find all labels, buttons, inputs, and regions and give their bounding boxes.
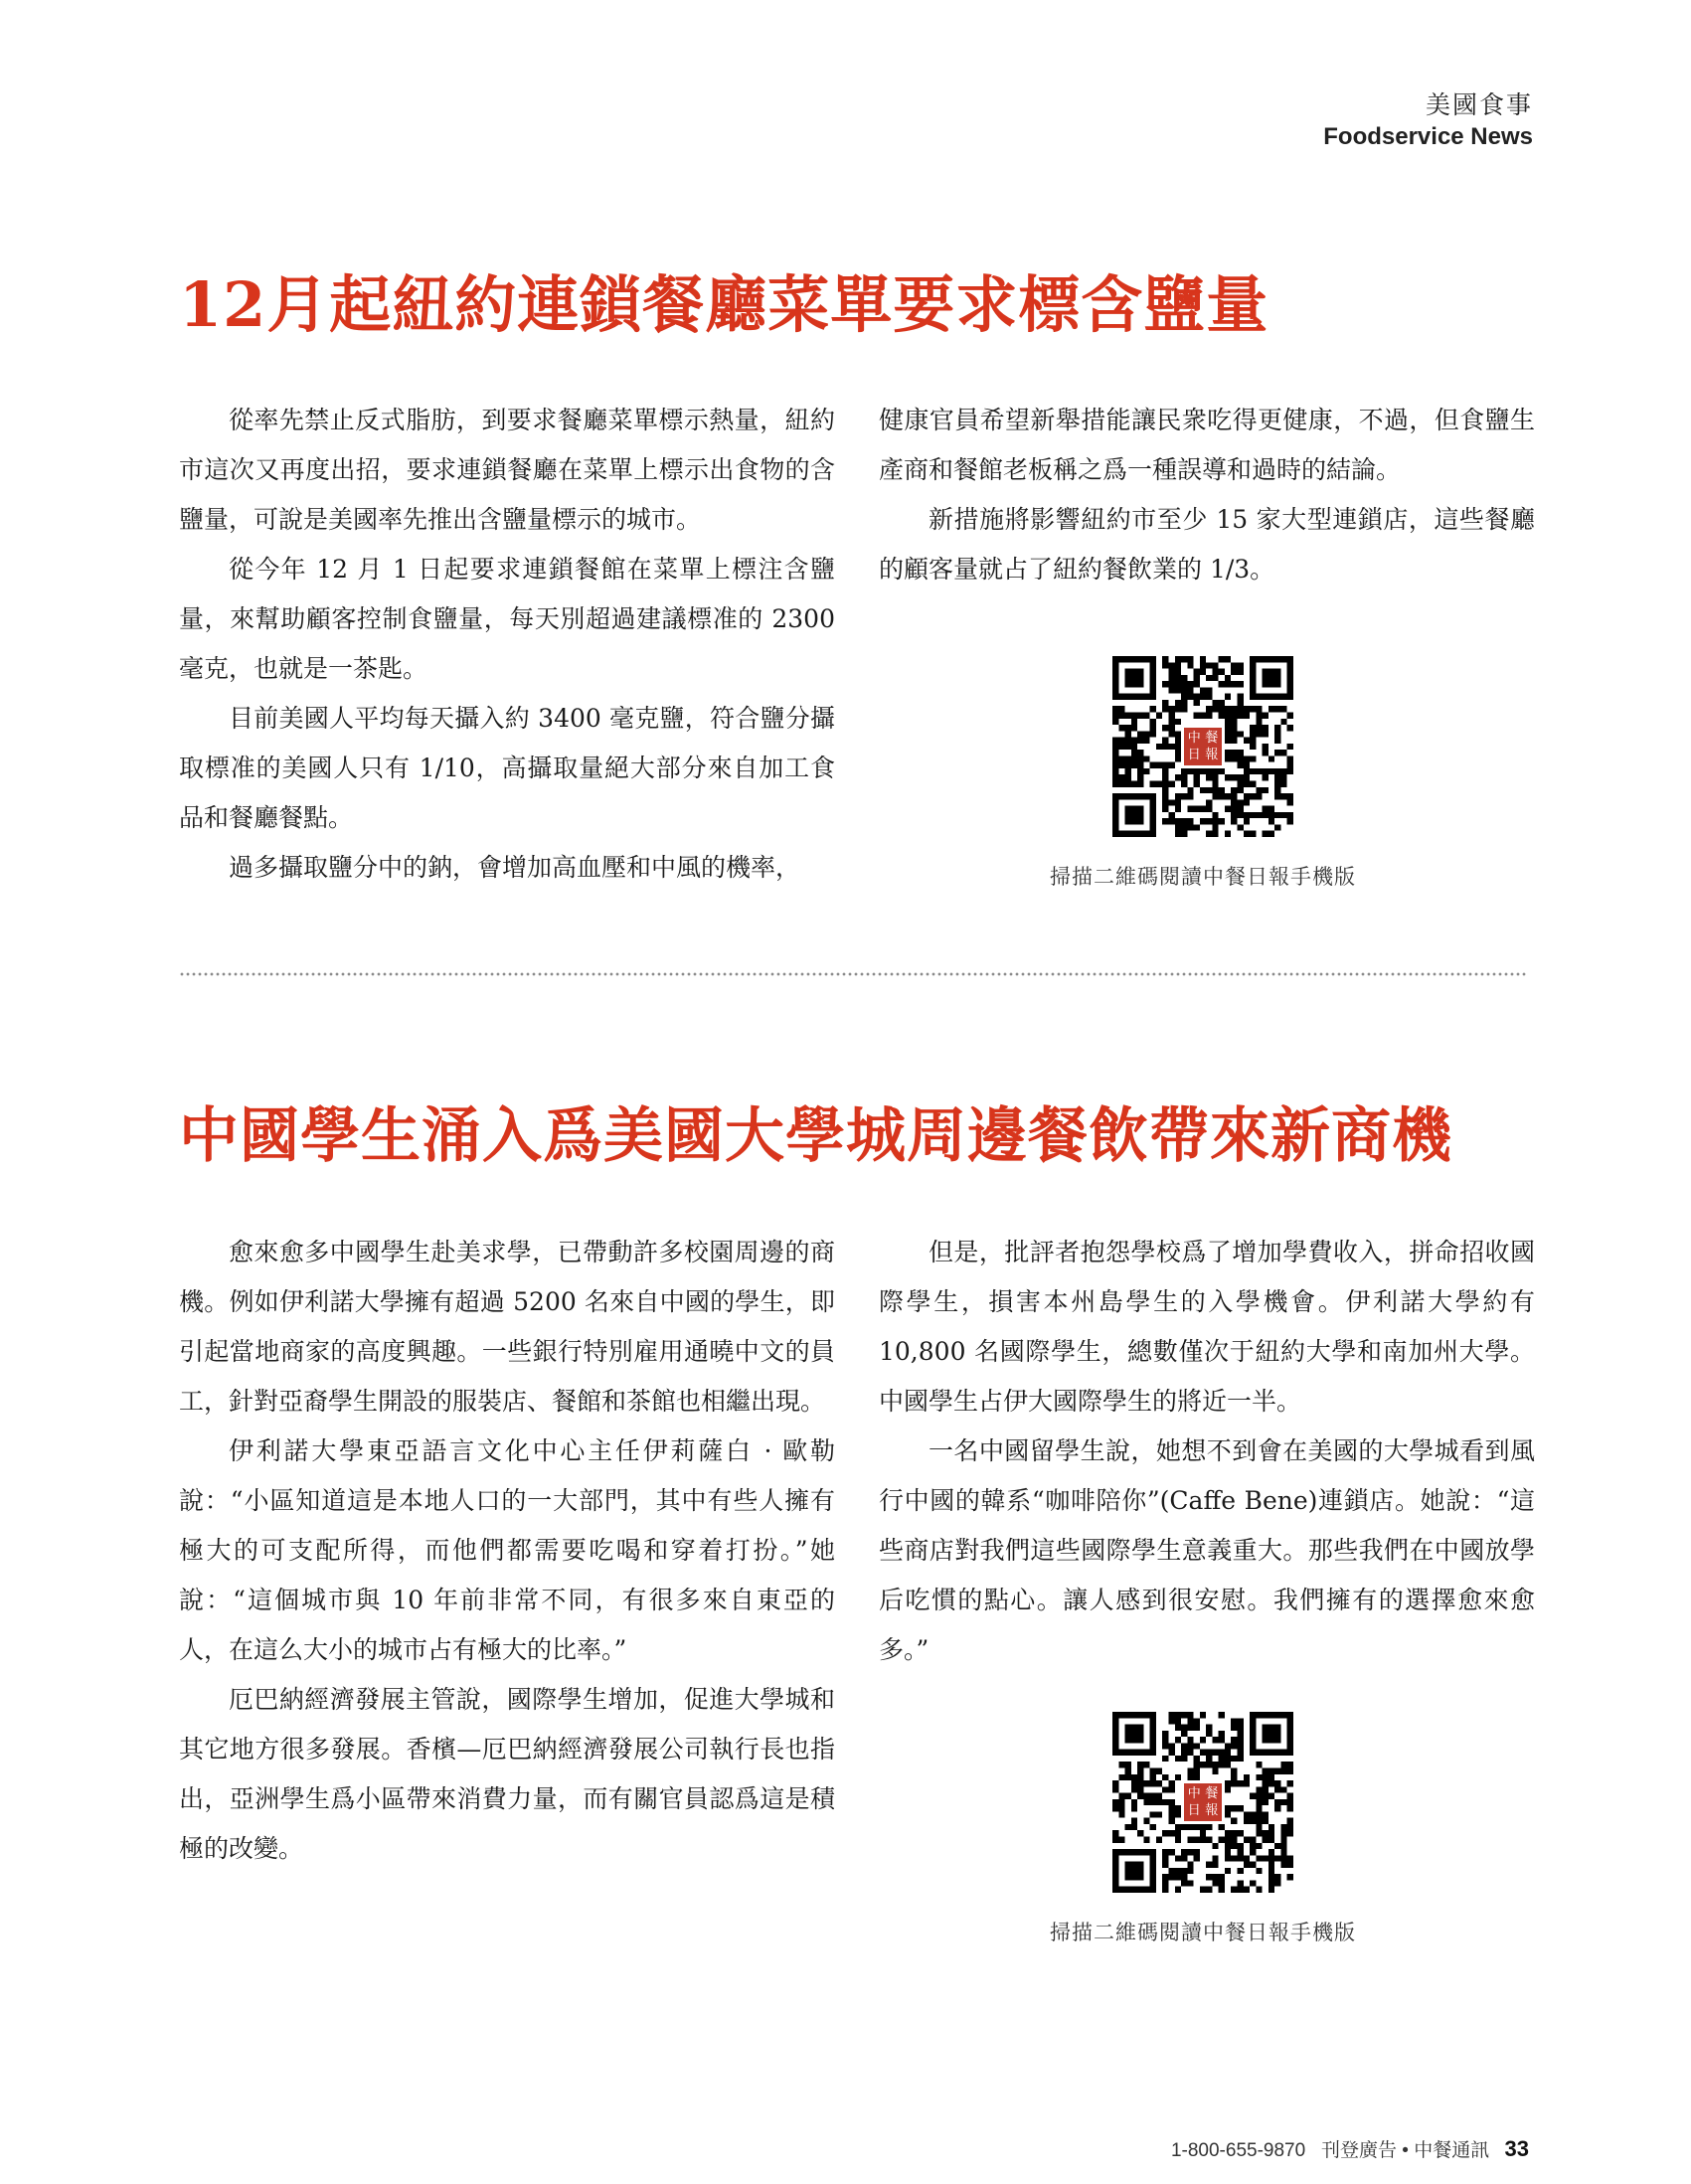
qr-caption: 掃描二維碼閱讀中餐日報手機版 bbox=[1050, 1921, 1356, 1944]
article1-column-right bbox=[879, 396, 1535, 594]
article1-paragraph: 從率先禁止反式脂肪，到要求餐廳菜單標示熱量，紐約市這次又再度出招，要求連鎖餐廳在菜單上標示出食物的含鹽量，可說是美國率先推出含鹽量標示的城市。 bbox=[179, 406, 835, 534]
svg-text:中: 中 bbox=[1187, 730, 1201, 746]
svg-text:中: 中 bbox=[1187, 1785, 1201, 1801]
article1-headline: 12月起紐約連鎖餐廳菜單要求標含鹽量 bbox=[179, 268, 1269, 341]
footer-phone: 1-800-655-9870 bbox=[1170, 2140, 1306, 2161]
article2-paragraph: 但是，批評者抱怨學校爲了增加學費收入，拼命招收國際學生，損害本州島學生的入學機會。伊利諾大學約有 10,800 名國際學生，總數僅次于紐約大學和南加州大學。中國學生占伊大國際學生的將近一半。 bbox=[879, 1238, 1535, 1416]
qr-caption: 掃描二維碼閱讀中餐日報手機版 bbox=[1050, 865, 1356, 889]
article2-column-right bbox=[879, 1228, 1535, 1675]
article1-paragraph: 新措施將影響紐約市至少 15 家大型連鎖店，這些餐廳的顧客量就占了紐約餐飲業的 1/3。 bbox=[879, 505, 1535, 584]
svg-text:餐: 餐 bbox=[1205, 1785, 1219, 1801]
article2-paragraph: 一名中國留學生說，她想不到會在美國的大學城看到風行中國的韓系“咖啡陪你”(Caffe Bene)連鎖店。她說：“這些商店對我們這些國際學生意義重大。那些我們在中國放學后吃慣的點心。讓人感到很安慰。我們擁有的選擇愈來愈多。” bbox=[879, 1436, 1535, 1664]
qr-code-icon[interactable] bbox=[1112, 1712, 1293, 1893]
article1-qr-block bbox=[1024, 656, 1382, 891]
article2-paragraph: 伊利諾大學東亞語言文化中心主任伊莉薩白 · 歐勒說：“小區知道這是本地人口的一大部門，其中有些人擁有極大的可支配所得，而他們都需要吃喝和穿着打扮。”她說：“這個城市與 10 年前非常不同，有很多來自東亞的人，在這么大小的城市占有極大的比率。” bbox=[179, 1436, 835, 1664]
article2-headline: 中國學生涌入爲美國大學城周邊餐飲帶來新商機 bbox=[179, 1101, 1452, 1171]
svg-text:報: 報 bbox=[1205, 747, 1219, 762]
article1-paragraph-continued: 健康官員希望新舉措能讓民衆吃得更健康，不過，但食鹽生產商和餐館老板稱之爲一種誤導和過時的結論。 bbox=[879, 406, 1535, 484]
page-footer bbox=[1171, 2135, 1529, 2162]
section-title-en: Foodservice News bbox=[1323, 123, 1533, 150]
article1-column-left bbox=[179, 396, 835, 893]
section-title-zh: 美國食事 bbox=[1425, 91, 1533, 119]
page-number: 33 bbox=[1504, 2136, 1529, 2161]
qr-code-icon[interactable] bbox=[1112, 656, 1293, 837]
article1-paragraph: 從今年 12 月 1 日起要求連鎖餐館在菜單上標注含鹽量，來幫助顧客控制食鹽量，每天別超過建議標准的 2300 毫克，也就是一茶匙。 bbox=[179, 555, 835, 683]
article2-column-left bbox=[179, 1228, 835, 1874]
svg-text:餐: 餐 bbox=[1205, 730, 1219, 746]
section-header bbox=[1323, 89, 1533, 153]
svg-text:日: 日 bbox=[1187, 1802, 1201, 1818]
footer-label: 刊登廣告 • 中餐通訊 bbox=[1321, 2140, 1490, 2161]
article1-paragraph: 目前美國人平均每天攝入約 3400 毫克鹽，符合鹽分攝取標准的美國人只有 1/10，高攝取量絕大部分來自加工食品和餐廳餐點。 bbox=[179, 704, 835, 832]
article2-qr-block bbox=[1024, 1712, 1382, 1946]
article2-paragraph: 愈來愈多中國學生赴美求學，已帶動許多校園周邊的商機。例如伊利諾大學擁有超過 5200 名來自中國的學生，即引起當地商家的高度興趣。一些銀行特別雇用通曉中文的員工，針對亞裔學生開設的服裝店、餐館和茶館也相繼出現。 bbox=[179, 1238, 835, 1416]
article2-paragraph: 厄巴納經濟發展主管說，國際學生增加，促進大學城和其它地方很多發展。香檳—厄巴納經濟發展公司執行長也指出，亞洲學生爲小區帶來消費力量，而有關官員認爲這是積極的改變。 bbox=[179, 1685, 835, 1863]
article1-paragraph: 過多攝取鹽分中的鈉，會增加高血壓和中風的機率， bbox=[229, 853, 801, 882]
svg-text:日: 日 bbox=[1187, 747, 1201, 762]
svg-text:報: 報 bbox=[1205, 1802, 1219, 1818]
section-divider bbox=[179, 971, 1527, 977]
